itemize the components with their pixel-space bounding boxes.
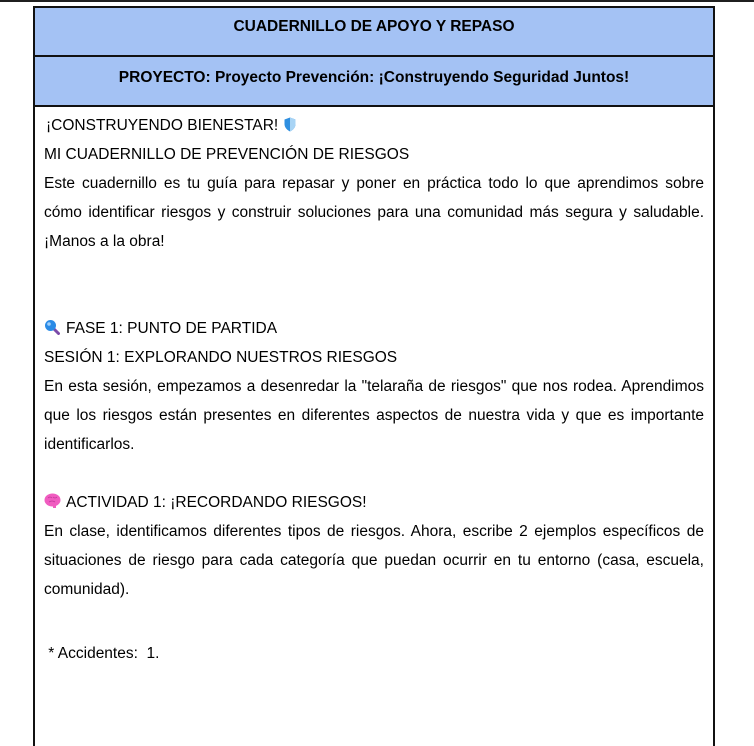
intro-heading: ¡CONSTRUYENDO BIENESTAR! [46, 117, 279, 134]
document-title: CUADERNILLO DE APOYO Y REPASO [233, 18, 515, 35]
shield-icon [284, 117, 296, 132]
document-title-cell [35, 8, 713, 57]
session1-title: SESIÓN 1: EXPLORANDO NUESTROS RIESGOS [44, 349, 398, 366]
intro-paragraph: Este cuadernillo es tu guía para repasar y poner en práctica todo lo que aprendimos sobre cómo identificar riesgos y construir soluciones para una comunidad más segura y saludable. ¡Manos a la obra! [44, 175, 704, 250]
activity1-item-accidentes[interactable]: * Accidentes: 1. [44, 645, 160, 662]
project-title: PROYECTO: Proyecto Prevención: ¡Construyendo Seguridad Juntos! [118, 69, 630, 86]
activity1-heading-line [44, 488, 704, 517]
session1-text: En esta sesión, empezamos a desenredar la "telaraña de riesgos" que nos rodea. Aprendimos que los riesgos están presentes en diferentes aspectos de nuestra vida y que es importante identificarlos. [44, 378, 704, 453]
brain-icon [44, 493, 60, 509]
content-cell [35, 107, 713, 668]
window-top-border [0, 0, 754, 2]
intro-subheading: MI CUADERNILLO DE PREVENCIÓN DE RIESGOS [44, 146, 410, 163]
document-table [33, 6, 715, 746]
intro-heading-line [44, 111, 704, 140]
magnifier-icon [44, 319, 60, 335]
project-title-cell [35, 57, 713, 107]
phase1-title: FASE 1: PUNTO DE PARTIDA [66, 320, 278, 337]
activity1-title: ACTIVIDAD 1: ¡RECORDANDO RIESGOS! [66, 494, 367, 511]
activity1-instructions: En clase, identificamos diferentes tipos de riesgos. Ahora, escribe 2 ejemplos específicos de situaciones de riesgo para cada categoría que puedan ocurrir en tu entorno (casa, escuela, comunidad). [44, 523, 704, 598]
phase1-heading-line [44, 314, 704, 343]
